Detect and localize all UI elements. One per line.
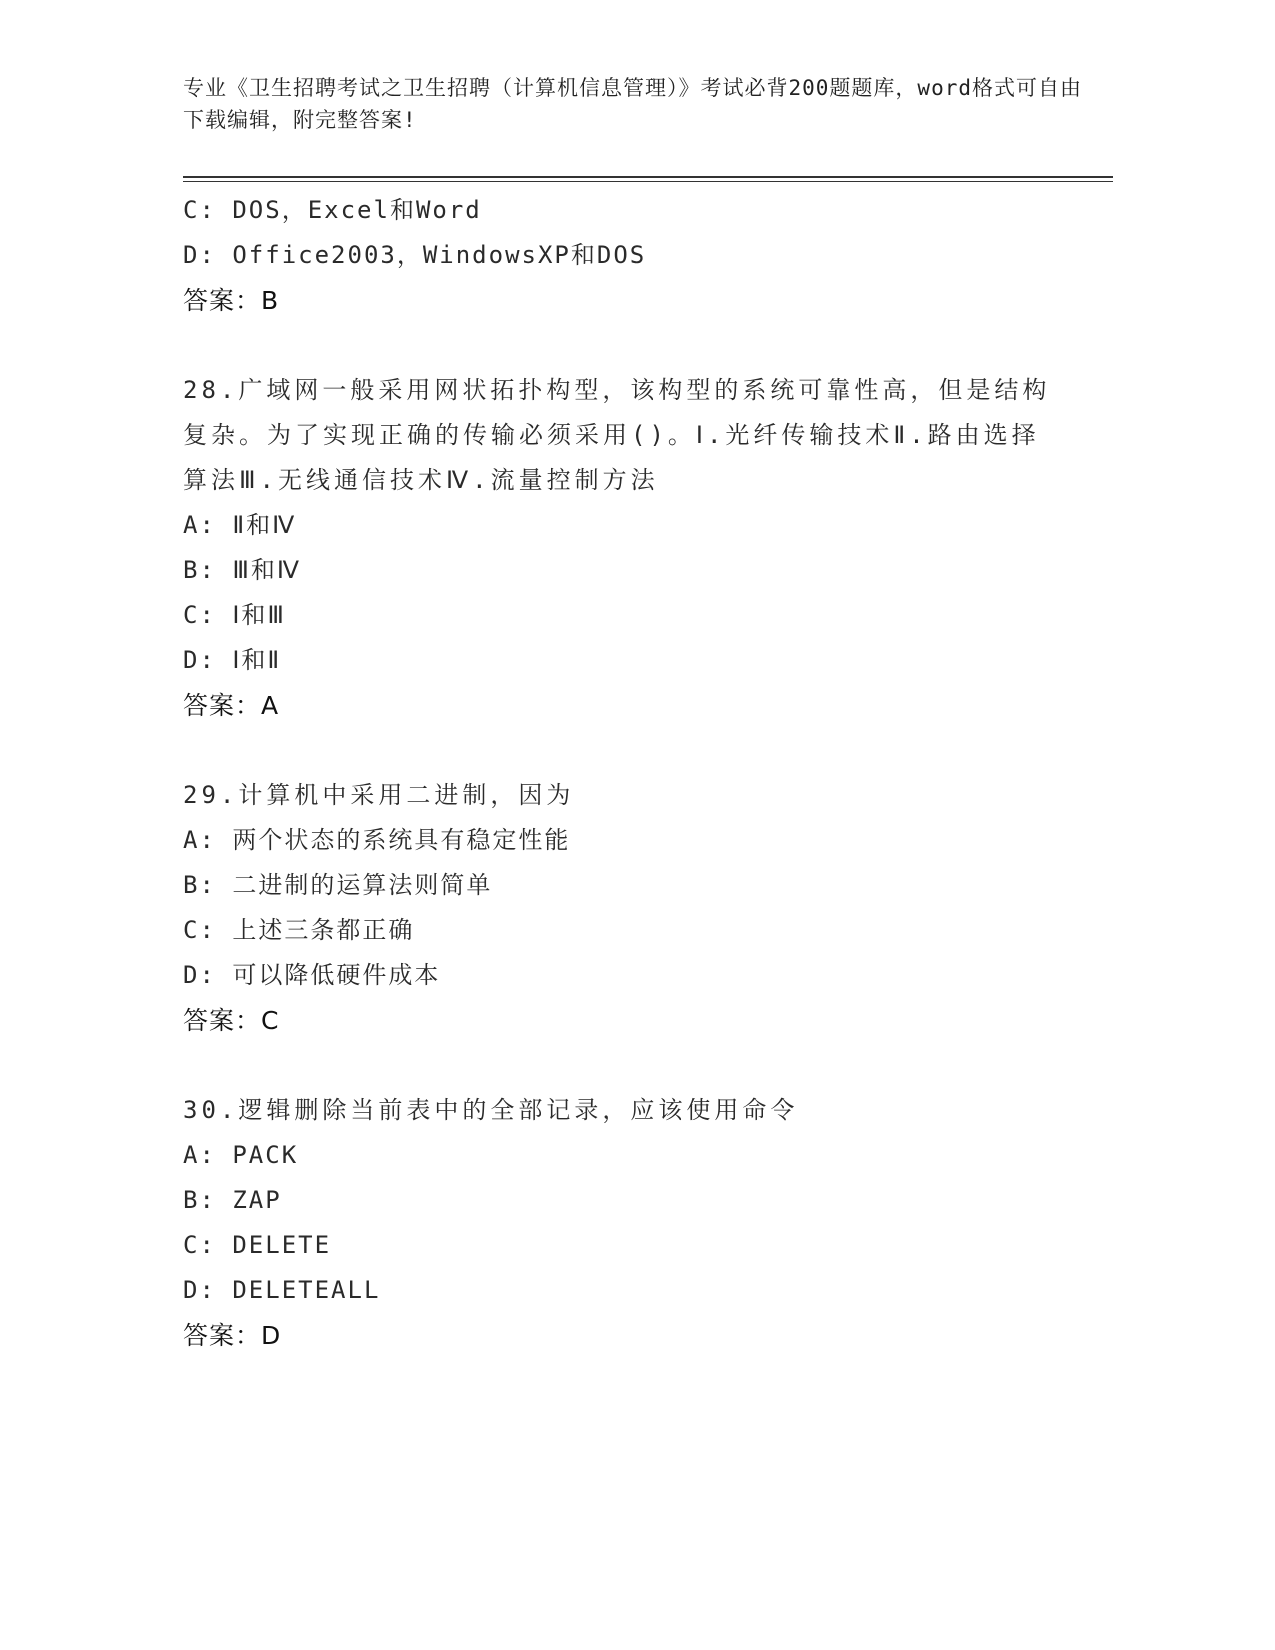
answer-line: 答案：D <box>183 1321 282 1350</box>
question-stem: 29.计算机中采用二进制，因为 <box>183 781 575 809</box>
option-d: D: 可以降低硬件成本 <box>183 961 441 989</box>
question-content <box>183 188 1083 1358</box>
answer-line: 答案：C <box>183 1006 280 1035</box>
option-d: D: DELETEALL <box>183 1276 381 1304</box>
question-27-tail <box>183 188 1083 323</box>
option-b: B: ZAP <box>183 1186 282 1214</box>
answer-line: 答案：B <box>183 286 280 315</box>
spacer <box>183 728 1083 773</box>
spacer <box>183 1043 1083 1088</box>
option-c: C: DELETE <box>183 1231 332 1259</box>
option-d: D: Ⅰ和Ⅱ <box>183 646 282 674</box>
document-header: 专业《卫生招聘考试之卫生招聘（计算机信息管理）》考试必背200题题库，word格式可自由下载编辑，附完整答案! <box>183 76 1082 132</box>
spacer <box>183 323 1083 368</box>
option-c: C: Ⅰ和Ⅲ <box>183 601 286 629</box>
option-c: C: DOS，Excel和Word <box>183 196 482 224</box>
answer-line: 答案：A <box>183 691 280 720</box>
option-a: A: 两个状态的系统具有稳定性能 <box>183 826 571 854</box>
question-stem: 28.广域网一般采用网状拓扑构型，该构型的系统可靠性高，但是结构复杂。为了实现正确的传输必须采用()。Ⅰ.光纤传输技术Ⅱ.路由选择算法Ⅲ.无线通信技术Ⅳ.流量控制方法 <box>183 376 1051 494</box>
option-c: C: 上述三条都正确 <box>183 916 415 944</box>
option-d: D: Office2003，WindowsXP和DOS <box>183 241 647 269</box>
header-divider-thick <box>183 176 1113 178</box>
question-28 <box>183 368 1083 728</box>
option-a: A: PACK <box>183 1141 299 1169</box>
question-30 <box>183 1088 1083 1358</box>
question-stem: 30.逻辑删除当前表中的全部记录，应该使用命令 <box>183 1096 799 1124</box>
option-b: B: Ⅲ和Ⅳ <box>183 556 302 584</box>
header-divider-thin <box>183 181 1113 182</box>
question-29 <box>183 773 1083 1043</box>
option-a: A: Ⅱ和Ⅳ <box>183 511 297 539</box>
option-b: B: 二进制的运算法则简单 <box>183 871 493 899</box>
